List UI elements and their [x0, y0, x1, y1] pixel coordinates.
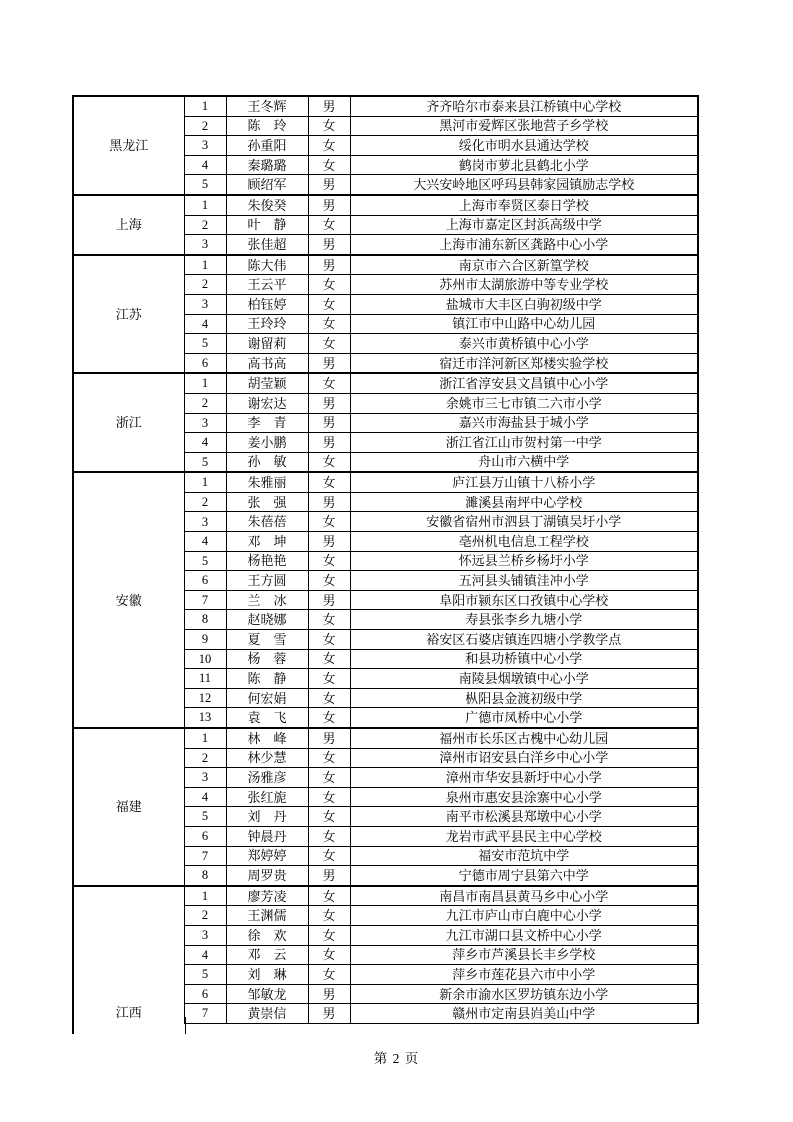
school-cell: 萍乡市莲花县六市中小学 — [350, 965, 698, 985]
gender-cell: 女 — [308, 886, 350, 906]
row-number-cell: 4 — [184, 532, 226, 552]
province-cell: 江西 — [73, 886, 184, 1024]
table-row — [73, 373, 698, 393]
gender-cell: 女 — [308, 630, 350, 650]
school-cell: 五河县头铺镇洼冲小学 — [350, 571, 698, 591]
province-cell: 福建 — [73, 728, 184, 886]
gender-cell: 女 — [308, 906, 350, 926]
name-cell: 王冬辉 — [226, 96, 308, 116]
gender-cell: 男 — [308, 590, 350, 610]
row-number-cell: 7 — [184, 1004, 226, 1024]
name-cell: 谢留莉 — [226, 334, 308, 354]
gender-cell: 女 — [308, 610, 350, 630]
province-cell: 浙江 — [73, 373, 184, 472]
name-cell: 刘 丹 — [226, 807, 308, 827]
table-row — [73, 96, 698, 116]
gender-cell: 女 — [308, 571, 350, 591]
name-cell: 王方圆 — [226, 571, 308, 591]
gender-cell: 女 — [308, 472, 350, 492]
name-cell: 林 峰 — [226, 728, 308, 748]
name-cell: 陈 玲 — [226, 116, 308, 136]
school-cell: 宁德市周宁县第六中学 — [350, 866, 698, 886]
name-cell: 叶 静 — [226, 215, 308, 235]
name-cell: 杨 蓉 — [226, 649, 308, 669]
name-cell: 邓 云 — [226, 945, 308, 965]
row-number-cell: 1 — [184, 472, 226, 492]
row-number-cell: 2 — [184, 275, 226, 295]
school-cell: 怀远县兰桥乡杨圩小学 — [350, 551, 698, 571]
gender-cell: 女 — [308, 452, 350, 472]
school-cell: 萍乡市芦溪县长丰乡学校 — [350, 945, 698, 965]
province-column-continuation — [72, 1017, 186, 1034]
school-cell: 阜阳市颍东区口孜镇中心学校 — [350, 590, 698, 610]
row-number-cell: 8 — [184, 610, 226, 630]
school-cell: 龙岩市武平县民主中心学校 — [350, 826, 698, 846]
school-cell: 九江市湖口县文桥中心小学 — [350, 925, 698, 945]
row-number-cell: 10 — [184, 649, 226, 669]
school-cell: 庐江县万山镇十八桥小学 — [350, 472, 698, 492]
name-cell: 刘 琳 — [226, 965, 308, 985]
school-cell: 黑河市爱辉区张地营子乡学校 — [350, 116, 698, 136]
roster-table — [72, 95, 699, 1024]
school-cell: 苏州市太湖旅游中等专业学校 — [350, 275, 698, 295]
school-cell: 上海市浦东新区龚路中心小学 — [350, 235, 698, 255]
school-cell: 大兴安岭地区呼玛县韩家园镇励志学校 — [350, 175, 698, 195]
row-number-cell: 5 — [184, 175, 226, 195]
table-row — [73, 472, 698, 492]
gender-cell: 女 — [308, 314, 350, 334]
gender-cell: 女 — [308, 846, 350, 866]
name-cell: 夏 雪 — [226, 630, 308, 650]
row-number-cell: 7 — [184, 590, 226, 610]
name-cell: 胡莹颖 — [226, 373, 308, 393]
name-cell: 朱雅丽 — [226, 472, 308, 492]
name-cell: 周罗贵 — [226, 866, 308, 886]
row-number-cell: 5 — [184, 807, 226, 827]
gender-cell: 女 — [308, 215, 350, 235]
row-number-cell: 2 — [184, 492, 226, 512]
name-cell: 陈 静 — [226, 669, 308, 689]
school-cell: 安徽省宿州市泗县丁湖镇吴圩小学 — [350, 512, 698, 532]
gender-cell: 女 — [308, 787, 350, 807]
row-number-cell: 2 — [184, 906, 226, 926]
school-cell: 泉州市惠安县涂寨中心小学 — [350, 787, 698, 807]
name-cell: 姜小鹏 — [226, 433, 308, 453]
gender-cell: 男 — [308, 393, 350, 413]
name-cell: 邹敏龙 — [226, 984, 308, 1004]
school-cell: 嘉兴市海盐县于城小学 — [350, 413, 698, 433]
name-cell: 王云平 — [226, 275, 308, 295]
row-number-cell: 2 — [184, 393, 226, 413]
gender-cell: 女 — [308, 275, 350, 295]
row-number-cell: 4 — [184, 945, 226, 965]
school-cell: 南陵县烟墩镇中心小学 — [350, 669, 698, 689]
row-number-cell: 3 — [184, 136, 226, 156]
row-number-cell: 9 — [184, 630, 226, 650]
row-number-cell: 2 — [184, 116, 226, 136]
province-cell: 黑龙江 — [73, 96, 184, 195]
page-number: 第 2 页 — [373, 1051, 420, 1066]
name-cell: 邓 坤 — [226, 532, 308, 552]
school-cell: 和县功桥镇中心小学 — [350, 649, 698, 669]
row-number-cell: 3 — [184, 768, 226, 788]
gender-cell: 女 — [308, 708, 350, 728]
gender-cell: 男 — [308, 353, 350, 373]
row-number-cell: 6 — [184, 571, 226, 591]
row-number-cell: 4 — [184, 155, 226, 175]
gender-cell: 男 — [308, 492, 350, 512]
school-cell: 上海市奉贤区泰日学校 — [350, 195, 698, 215]
school-cell: 南京市六合区新篁学校 — [350, 255, 698, 275]
row-number-cell: 8 — [184, 866, 226, 886]
gender-cell: 男 — [308, 984, 350, 1004]
row-number-cell: 2 — [184, 215, 226, 235]
gender-cell: 女 — [308, 136, 350, 156]
name-cell: 王渊儒 — [226, 906, 308, 926]
school-cell: 舟山市六横中学 — [350, 452, 698, 472]
school-cell: 宿迁市洋河新区郑楼实验学校 — [350, 353, 698, 373]
gender-cell: 男 — [308, 96, 350, 116]
gender-cell: 女 — [308, 688, 350, 708]
school-cell: 赣州市定南县岿美山中学 — [350, 1004, 698, 1024]
school-cell: 绥化市明水县通达学校 — [350, 136, 698, 156]
school-cell: 镇江市中山路中心幼儿园 — [350, 314, 698, 334]
gender-cell: 男 — [308, 413, 350, 433]
row-number-cell: 5 — [184, 452, 226, 472]
name-cell: 王玲玲 — [226, 314, 308, 334]
name-cell: 张 强 — [226, 492, 308, 512]
school-cell: 九江市庐山市白鹿中心小学 — [350, 906, 698, 926]
name-cell: 朱俊癸 — [226, 195, 308, 215]
gender-cell: 女 — [308, 925, 350, 945]
gender-cell: 男 — [308, 728, 350, 748]
province-group — [73, 255, 698, 374]
row-number-cell: 1 — [184, 255, 226, 275]
name-cell: 柏钰婷 — [226, 294, 308, 314]
row-number-cell: 1 — [184, 373, 226, 393]
school-cell: 裕安区石婆店镇连四塘小学教学点 — [350, 630, 698, 650]
row-number-cell: 11 — [184, 669, 226, 689]
gender-cell: 女 — [308, 768, 350, 788]
gender-cell: 男 — [308, 433, 350, 453]
name-cell: 黄崇信 — [226, 1004, 308, 1024]
row-number-cell: 1 — [184, 195, 226, 215]
gender-cell: 男 — [308, 532, 350, 552]
table-row — [73, 195, 698, 215]
name-cell: 杨艳艳 — [226, 551, 308, 571]
name-cell: 林少慧 — [226, 748, 308, 768]
school-cell: 漳州市华安县新圩中心小学 — [350, 768, 698, 788]
name-cell: 汤雅彦 — [226, 768, 308, 788]
name-cell: 张佳超 — [226, 235, 308, 255]
province-group — [73, 96, 698, 195]
name-cell: 顾绍军 — [226, 175, 308, 195]
row-number-cell: 2 — [184, 748, 226, 768]
gender-cell: 女 — [308, 826, 350, 846]
name-cell: 袁 飞 — [226, 708, 308, 728]
school-cell: 漳州市诏安县白洋乡中心小学 — [350, 748, 698, 768]
name-cell: 钟晨丹 — [226, 826, 308, 846]
row-number-cell: 3 — [184, 512, 226, 532]
gender-cell: 女 — [308, 294, 350, 314]
school-cell: 浙江省淳安县文昌镇中心小学 — [350, 373, 698, 393]
name-cell: 何宏娟 — [226, 688, 308, 708]
gender-cell: 女 — [308, 945, 350, 965]
gender-cell: 女 — [308, 748, 350, 768]
name-cell: 赵晓娜 — [226, 610, 308, 630]
name-cell: 廖芳凌 — [226, 886, 308, 906]
province-group — [73, 195, 698, 255]
gender-cell: 女 — [308, 649, 350, 669]
school-cell: 鹤岗市萝北县鹤北小学 — [350, 155, 698, 175]
name-cell: 兰 冰 — [226, 590, 308, 610]
name-cell: 高书高 — [226, 353, 308, 373]
gender-cell: 女 — [308, 155, 350, 175]
row-number-cell: 5 — [184, 551, 226, 571]
row-number-cell: 12 — [184, 688, 226, 708]
school-cell: 广德市凤桥中心小学 — [350, 708, 698, 728]
province-cell: 江苏 — [73, 255, 184, 374]
row-number-cell: 3 — [184, 925, 226, 945]
row-number-cell: 5 — [184, 334, 226, 354]
gender-cell: 男 — [308, 195, 350, 215]
name-cell: 陈大伟 — [226, 255, 308, 275]
gender-cell: 女 — [308, 512, 350, 532]
name-cell: 张红旎 — [226, 787, 308, 807]
row-number-cell: 6 — [184, 984, 226, 1004]
name-cell: 郑婷婷 — [226, 846, 308, 866]
school-cell: 盐城市大丰区白驹初级中学 — [350, 294, 698, 314]
school-cell: 齐齐哈尔市泰来县江桥镇中心学校 — [350, 96, 698, 116]
gender-cell: 男 — [308, 866, 350, 886]
province-group — [73, 886, 698, 1024]
school-cell: 枞阳县金渡初级中学 — [350, 688, 698, 708]
gender-cell: 女 — [308, 334, 350, 354]
row-number-cell: 1 — [184, 96, 226, 116]
table-row — [73, 728, 698, 748]
table-row — [73, 886, 698, 906]
school-cell: 余姚市三七市镇二六市小学 — [350, 393, 698, 413]
school-cell: 濉溪县南坪中心学校 — [350, 492, 698, 512]
province-cell: 安徽 — [73, 472, 184, 728]
name-cell: 孙 敏 — [226, 452, 308, 472]
school-cell: 浙江省江山市贺村第一中学 — [350, 433, 698, 453]
row-number-cell: 4 — [184, 314, 226, 334]
name-cell: 朱蓓蓓 — [226, 512, 308, 532]
school-cell: 泰兴市黄桥镇中心小学 — [350, 334, 698, 354]
row-number-cell: 13 — [184, 708, 226, 728]
province-group — [73, 728, 698, 886]
row-number-cell: 6 — [184, 353, 226, 373]
gender-cell: 男 — [308, 255, 350, 275]
name-cell: 徐 欢 — [226, 925, 308, 945]
province-group — [73, 472, 698, 728]
gender-cell: 女 — [308, 669, 350, 689]
row-number-cell: 4 — [184, 433, 226, 453]
school-cell: 南平市松溪县郑墩中心小学 — [350, 807, 698, 827]
school-cell: 亳州机电信息工程学校 — [350, 532, 698, 552]
school-cell: 福州市长乐区古槐中心幼儿园 — [350, 728, 698, 748]
gender-cell: 男 — [308, 235, 350, 255]
school-cell: 寿县张李乡九塘小学 — [350, 610, 698, 630]
row-number-cell: 3 — [184, 235, 226, 255]
gender-cell: 女 — [308, 116, 350, 136]
row-number-cell: 1 — [184, 886, 226, 906]
row-number-cell: 1 — [184, 728, 226, 748]
gender-cell: 男 — [308, 1004, 350, 1024]
table-row — [73, 255, 698, 275]
school-cell: 福安市范坑中学 — [350, 846, 698, 866]
gender-cell: 女 — [308, 373, 350, 393]
gender-cell: 男 — [308, 175, 350, 195]
row-number-cell: 3 — [184, 294, 226, 314]
name-cell: 孙重阳 — [226, 136, 308, 156]
name-cell: 李 青 — [226, 413, 308, 433]
school-cell: 上海市嘉定区封浜高级中学 — [350, 215, 698, 235]
row-number-cell: 3 — [184, 413, 226, 433]
gender-cell: 女 — [308, 551, 350, 571]
school-cell: 新余市渝水区罗坊镇东边小学 — [350, 984, 698, 1004]
row-number-cell: 7 — [184, 846, 226, 866]
province-cell: 上海 — [73, 195, 184, 255]
row-number-cell: 6 — [184, 826, 226, 846]
school-cell: 南昌市南昌县黄马乡中心小学 — [350, 886, 698, 906]
gender-cell: 女 — [308, 965, 350, 985]
row-number-cell: 4 — [184, 787, 226, 807]
gender-cell: 女 — [308, 807, 350, 827]
row-number-cell: 5 — [184, 965, 226, 985]
name-cell: 秦璐璐 — [226, 155, 308, 175]
name-cell: 谢宏达 — [226, 393, 308, 413]
province-group — [73, 373, 698, 472]
